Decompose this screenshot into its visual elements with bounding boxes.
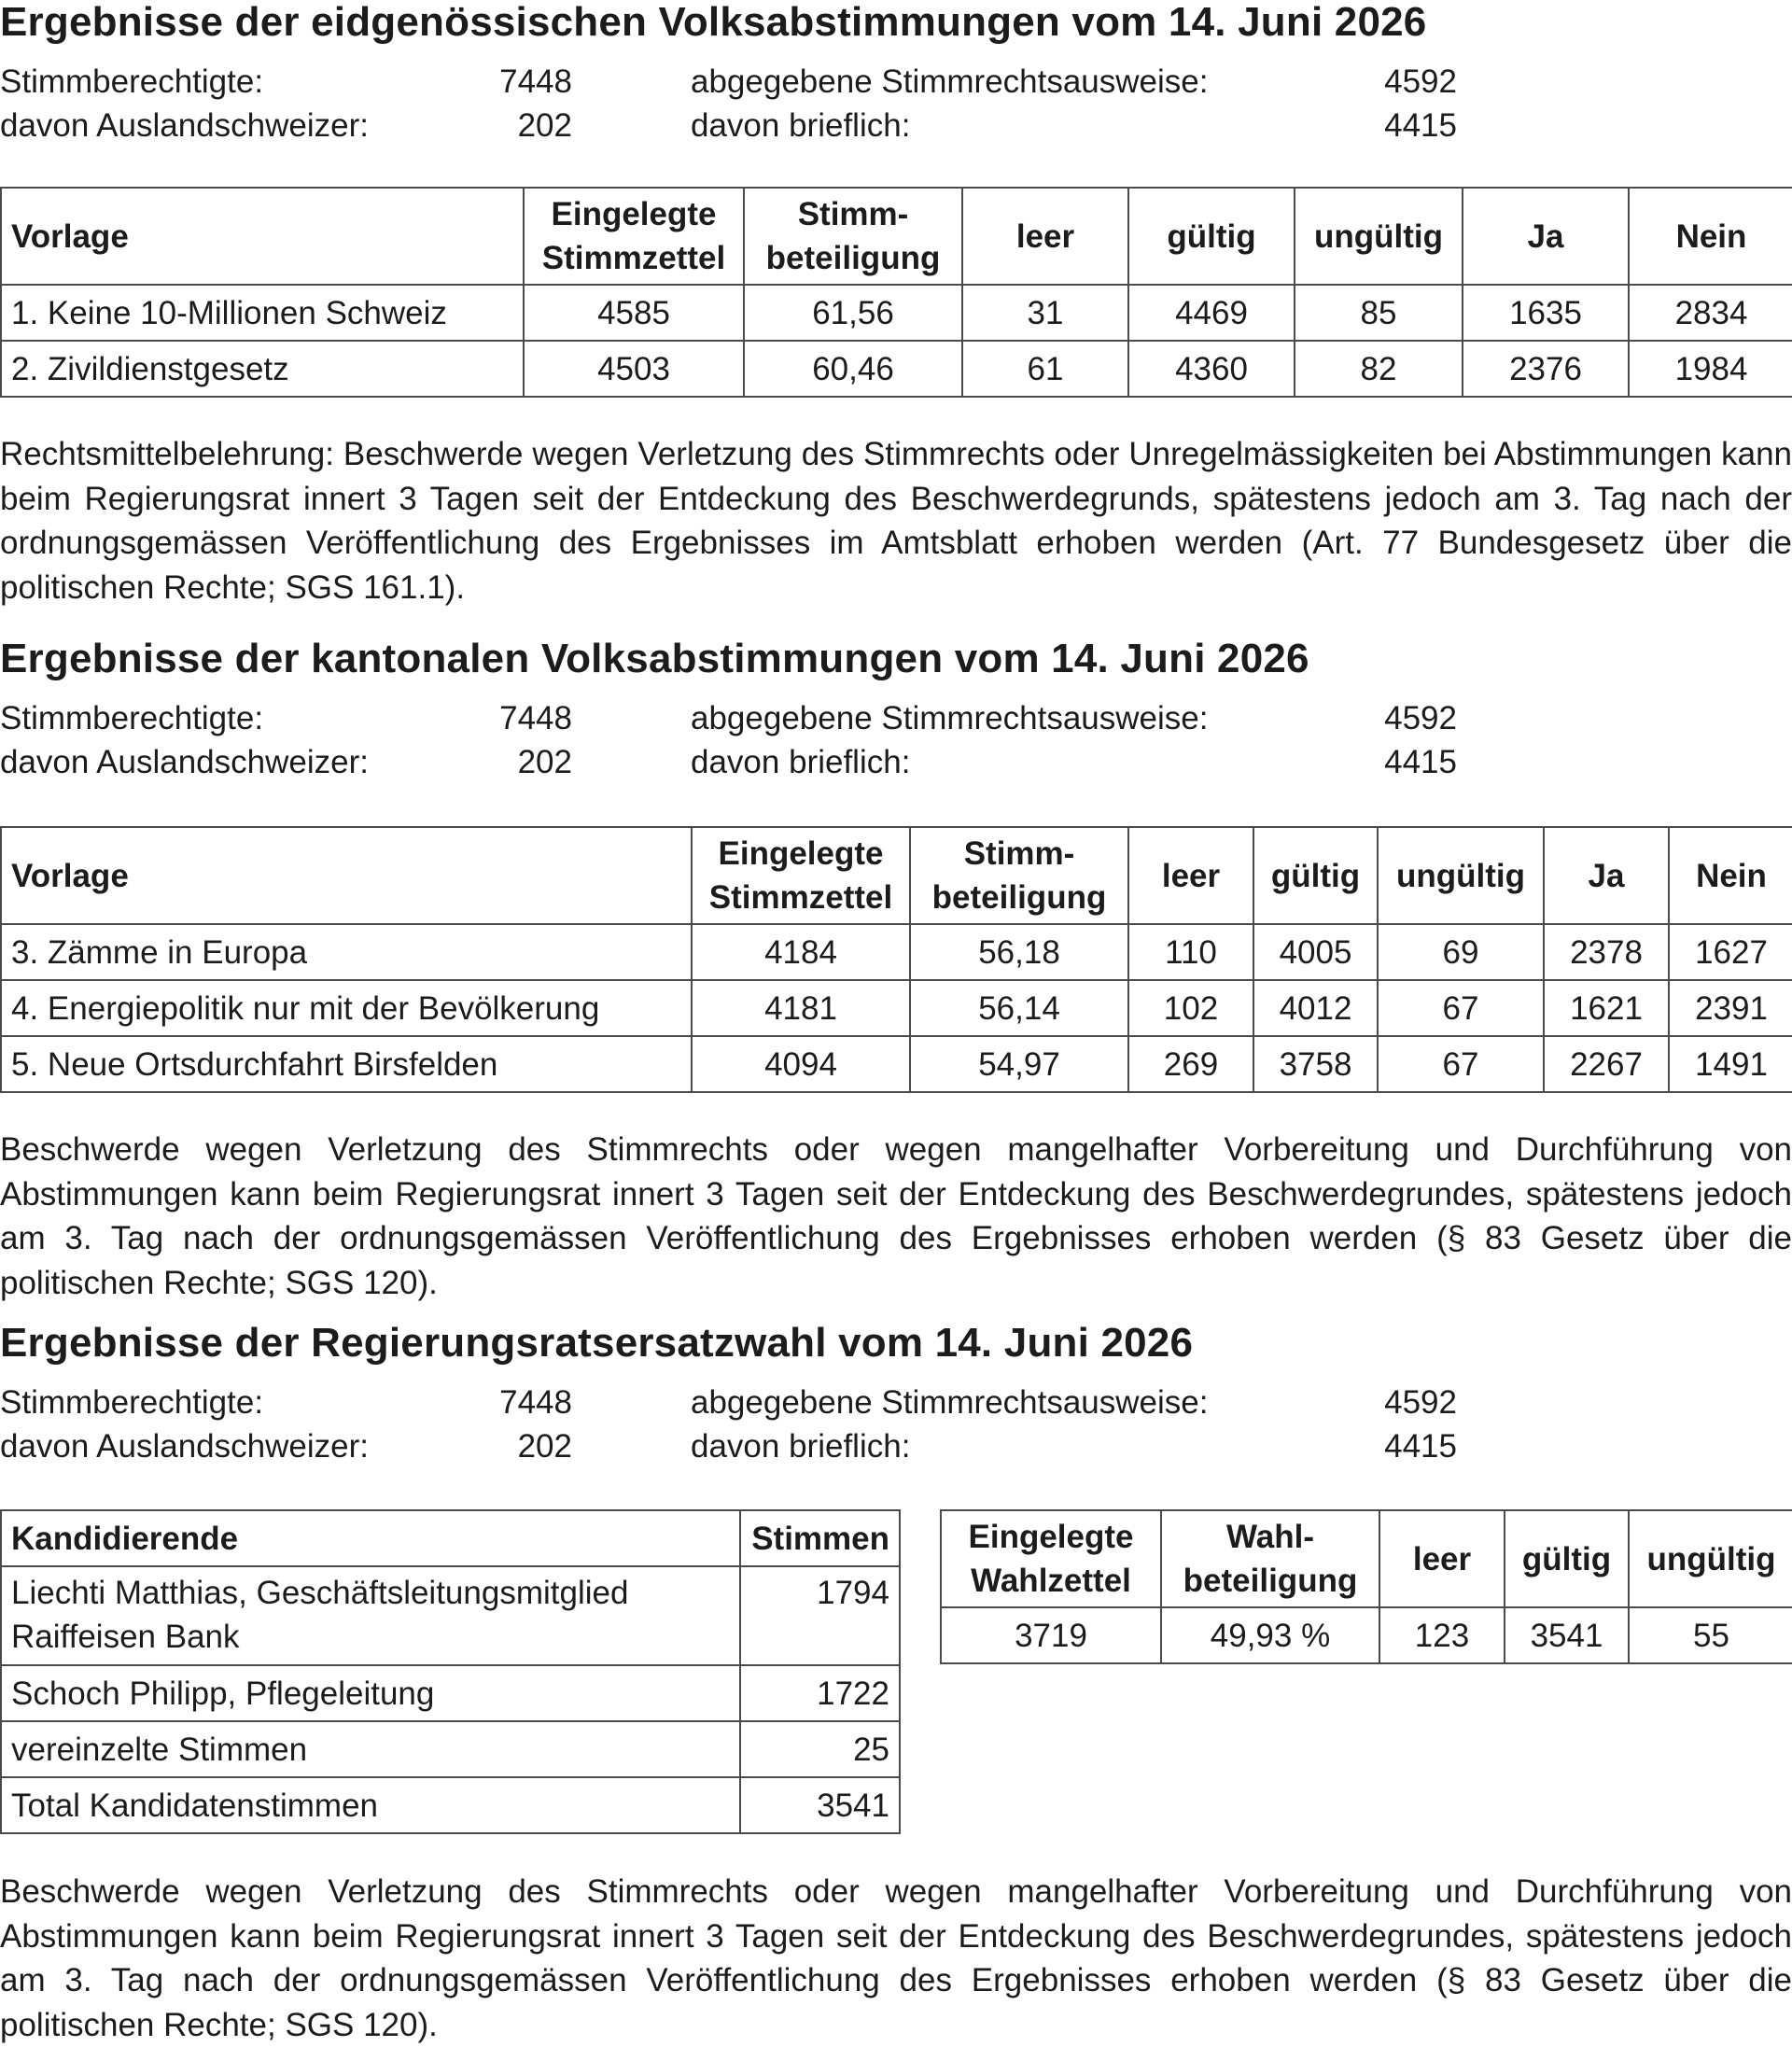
auslandschweizer-label: davon Auslandschweizer: [0,107,369,144]
col-leer: leer [1379,1510,1505,1607]
cell-vorlage: 3. Zämme in Europa [1,924,692,980]
cantonal-results-table [0,826,1792,1093]
cell-beteiligung: 56,18 [910,924,1128,980]
cantonal-title: Ergebnisse der kantonalen Volksabstimmungen vom 14. Juni 2026 [0,636,1309,681]
col-kandidierende: Kandidierende [1,1510,740,1566]
cell-ja: 2378 [1544,924,1669,980]
cell-nein: 2834 [1629,285,1792,341]
auslandschweizer-value: 202 [517,744,572,780]
candidate-votes: 25 [740,1721,900,1777]
ausweise-label: abgegebene Stimmrechtsausweise: [691,1384,1209,1421]
brieflich-label: davon brieflich: [691,1428,911,1465]
table-row [1,1777,900,1833]
cell-vorlage: 1. Keine 10-Millionen Schweiz [1,285,524,341]
cell-nein: 1491 [1669,1036,1792,1092]
cell-eingelegte: 3719 [941,1607,1161,1663]
table-row [1,980,1792,1036]
col-beteiligung: Stimm- beteiligung [744,188,962,285]
cell-ungueltig: 67 [1378,1036,1544,1092]
col-vorlage: Vorlage [1,188,524,285]
table-row [1,1036,1792,1092]
federal-legal-note: Rechtsmittelbelehrung: Beschwerde wegen Verletzung des Stimmrechts oder Unregelmässigkeiten bei Abstimmungen kann beim Regierungsrat innert 3 Tagen seit der Entdeckung des Beschwerdegrunds, spätestens jedoch am 3. Tag nach der ordnungsgemässen Veröffentlichung des Ergebnisses im Amtsblatt erhoben werden (Art. 77 Bundesgesetz über die politischen Rechte; SGS 161.1). [0,436,1792,606]
candidate-name: Liechti Matthias, Geschäftsleitungsmitglied Raiffeisen Bank [1,1566,740,1665]
cell-ungueltig: 82 [1295,341,1463,397]
ausweise-value: 4592 [1384,700,1457,736]
brieflich-value: 4415 [1384,744,1457,780]
cell-vorlage: 4. Energiepolitik nur mit der Bevölkerung [1,980,692,1036]
cell-ja: 2376 [1463,341,1629,397]
auslandschweizer-label: davon Auslandschweizer: [0,1428,369,1465]
candidate-votes: 1722 [740,1665,900,1721]
federal-title: Ergebnisse der eidgenössischen Volksabstimmungen vom 14. Juni 2026 [0,0,1427,45]
col-gueltig: gültig [1128,188,1295,285]
election-title: Ergebnisse der Regierungsratsersatzwahl vom 14. Juni 2026 [0,1320,1194,1366]
table-row [1,341,1792,397]
cell-gueltig: 4012 [1253,980,1378,1036]
col-eingelegte: Eingelegte Wahlzettel [941,1510,1161,1607]
cell-leer: 31 [962,285,1128,341]
cell-gueltig: 4005 [1253,924,1378,980]
cell-leer: 123 [1379,1607,1505,1663]
federal-results-table [0,187,1792,398]
stimmberechtigte-label: Stimmberechtigte: [0,63,264,100]
col-vorlage: Vorlage [1,827,692,924]
col-ungueltig: ungültig [1629,1510,1792,1607]
federal-stats [0,60,1792,147]
cell-leer: 269 [1128,1036,1253,1092]
col-ungueltig: ungültig [1378,827,1544,924]
brieflich-label: davon brieflich: [691,744,911,780]
cell-eingelegte: 4181 [692,980,910,1036]
ausweise-label: abgegebene Stimmrechtsausweise: [691,700,1209,736]
table-header-row [1,188,1792,285]
election-summary-table [940,1509,1792,1664]
col-beteiligung: Wahl- beteiligung [1161,1510,1379,1607]
election-stats [0,1381,1792,1468]
cell-ungueltig: 67 [1378,980,1544,1036]
col-eingelegte: Eingelegte Stimmzettel [524,188,744,285]
cell-nein: 2391 [1669,980,1792,1036]
cell-ja: 1635 [1463,285,1629,341]
cell-eingelegte: 4094 [692,1036,910,1092]
table-header-row [1,1510,900,1566]
cantonal-legal-note: Beschwerde wegen Verletzung des Stimmrechts oder wegen mangelhafter Vorbereitung und Durchführung von Abstimmungen kann beim Regierungsrat innert 3 Tagen seit der Entdeckung des Beschwerdegrundes, spätestens jedoch am 3. Tag nach der ordnungsgemässen Veröffentlichung des Ergebnisses erhoben werden (§ 83 Gesetz über die politischen Rechte; SGS 120). [0,1131,1792,1301]
stimmberechtigte-label: Stimmberechtigte: [0,1384,264,1421]
candidates-table [0,1509,901,1834]
col-leer: leer [962,188,1128,285]
cell-eingelegte: 4184 [692,924,910,980]
table-row [1,1665,900,1721]
col-eingelegte: Eingelegte Stimmzettel [692,827,910,924]
cell-gueltig: 3541 [1505,1607,1629,1663]
table-header-row [1,827,1792,924]
cell-leer: 110 [1128,924,1253,980]
cell-ungueltig: 69 [1378,924,1544,980]
cantonal-stats [0,696,1792,784]
cell-ungueltig: 85 [1295,285,1463,341]
candidate-name: Schoch Philipp, Pflegeleitung [1,1665,740,1721]
col-beteiligung: Stimm- beteiligung [910,827,1128,924]
candidate-name: Total Kandidatenstimmen [1,1777,740,1833]
col-gueltig: gültig [1253,827,1378,924]
cell-ja: 1621 [1544,980,1669,1036]
ausweise-value: 4592 [1384,1384,1457,1421]
cell-beteiligung: 60,46 [744,341,962,397]
cell-nein: 1984 [1629,341,1792,397]
cell-leer: 102 [1128,980,1253,1036]
auslandschweizer-value: 202 [517,107,572,144]
auslandschweizer-label: davon Auslandschweizer: [0,744,369,780]
federal-section [0,0,1792,147]
table-row [941,1607,1792,1663]
cell-gueltig: 3758 [1253,1036,1378,1092]
stimmberechtigte-value: 7448 [499,700,572,736]
cell-eingelegte: 4585 [524,285,744,341]
col-ungueltig: ungültig [1295,188,1463,285]
cell-vorlage: 2. Zivildienstgesetz [1,341,524,397]
col-ja: Ja [1544,827,1669,924]
cell-nein: 1627 [1669,924,1792,980]
election-section [0,1321,1792,1468]
cell-beteiligung: 49,93 % [1161,1607,1379,1663]
brieflich-value: 4415 [1384,107,1457,144]
candidate-name: vereinzelte Stimmen [1,1721,740,1777]
col-leer: leer [1128,827,1253,924]
cell-beteiligung: 56,14 [910,980,1128,1036]
table-row [1,285,1792,341]
table-row [1,924,1792,980]
cantonal-section [0,637,1792,784]
stimmberechtigte-value: 7448 [499,1384,572,1421]
stimmberechtigte-label: Stimmberechtigte: [0,700,264,736]
col-gueltig: gültig [1505,1510,1629,1607]
table-header-row [941,1510,1792,1607]
candidate-votes: 1794 [740,1566,900,1665]
table-row [1,1721,900,1777]
stimmberechtigte-value: 7448 [499,63,572,100]
cell-ja: 2267 [1544,1036,1669,1092]
cell-leer: 61 [962,341,1128,397]
col-nein: Nein [1669,827,1792,924]
auslandschweizer-value: 202 [517,1428,572,1465]
cell-ungueltig: 55 [1629,1607,1792,1663]
cell-beteiligung: 54,97 [910,1036,1128,1092]
cell-vorlage: 5. Neue Ortsdurchfahrt Birsfelden [1,1036,692,1092]
col-ja: Ja [1463,188,1629,285]
cell-gueltig: 4469 [1128,285,1295,341]
table-row [1,1566,900,1665]
election-legal-note: Beschwerde wegen Verletzung des Stimmrechts oder wegen mangelhafter Vorbereitung und Durchführung von Abstimmungen kann beim Regierungsrat innert 3 Tagen seit der Entdeckung des Beschwerdegrundes, spätestens jedoch am 3. Tag nach der ordnungsgemässen Veröffentlichung des Ergebnisses erhoben werden (§ 83 Gesetz über die politischen Rechte; SGS 120). [0,1873,1792,2043]
brieflich-label: davon brieflich: [691,107,911,144]
candidate-votes: 3541 [740,1777,900,1833]
brieflich-value: 4415 [1384,1428,1457,1465]
cell-eingelegte: 4503 [524,341,744,397]
col-nein: Nein [1629,188,1792,285]
cell-gueltig: 4360 [1128,341,1295,397]
ausweise-value: 4592 [1384,63,1457,100]
ausweise-label: abgegebene Stimmrechtsausweise: [691,63,1209,100]
col-stimmen: Stimmen [740,1510,900,1566]
cell-beteiligung: 61,56 [744,285,962,341]
